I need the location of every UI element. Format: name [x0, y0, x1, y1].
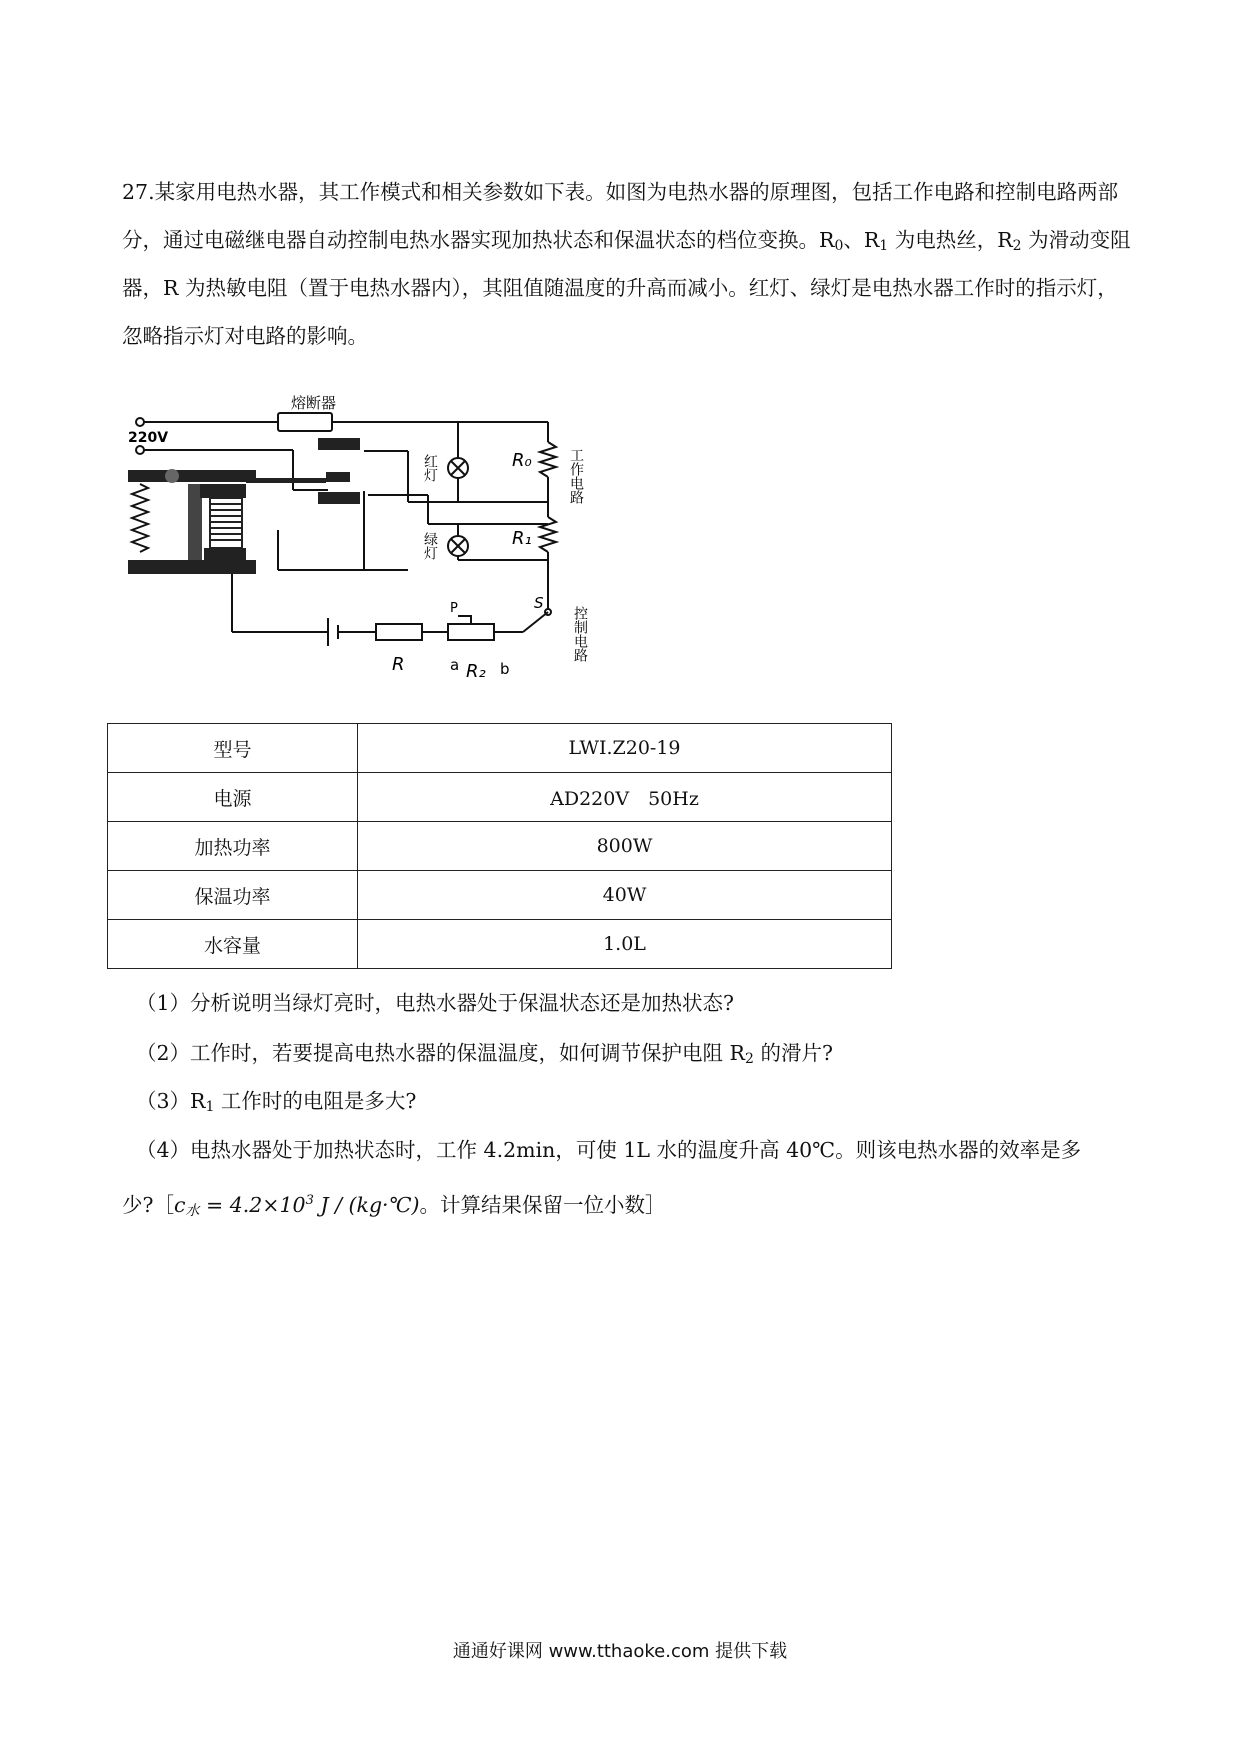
- table-row: [108, 724, 892, 773]
- question-4-continued: 少$?[c_水 = 4.2\times 10^3$ J / (kg·℃)。计算结果保留一位小数］: [122, 1193, 666, 1219]
- specific-heat-formula: $c_水 = 4.2\times 10^3$ J / (kg·℃): [174, 1193, 420, 1219]
- table-cell-value: 800W: [358, 822, 892, 871]
- problem-number: 27.: [122, 180, 155, 204]
- r0-label: R₀: [512, 450, 532, 471]
- a-label: a: [450, 656, 460, 674]
- work-circuit-label: 工作电路: [568, 448, 584, 504]
- r2-label: R₂: [466, 661, 486, 682]
- r-label: R: [392, 654, 405, 675]
- spec-table: [107, 723, 892, 969]
- table-cell-label: 水容量: [108, 920, 358, 969]
- table-cell-value: LWI.Z20-19: [358, 724, 892, 773]
- b-label: b: [500, 660, 510, 678]
- red-lamp-label: 红灯: [422, 454, 438, 482]
- table-cell-label: 加热功率: [108, 822, 358, 871]
- table-cell-value: 40W: [358, 871, 892, 920]
- table-cell-value: 1.0L: [358, 920, 892, 969]
- p-label: P: [450, 601, 458, 616]
- table-cell-label: 保温功率: [108, 871, 358, 920]
- table-row: [108, 773, 892, 822]
- question-3: $(3)R_1$ 工作时的电阻是多大?: [136, 1089, 417, 1115]
- question-2: （2）工作时，若要提高电热水器的保温温度，如何调节保护电阻 $R_2$ 的滑片?: [136, 1041, 833, 1067]
- voltage-label: 220V: [128, 430, 169, 446]
- page-footer: 通通好课网 www.tthaoke.com 提供下载: [452, 1641, 788, 1662]
- problem-text: 27.某家用电热水器，其工作模式和相关参数如下表。如图为电热水器的原理图，包括工作电路和控制电路两部分，通过电磁继电器自动控制电热水器实现加热状态和保温状态的档位变换。$R_0$、$R_1$ 为电热丝，$R_2$ 为滑动变阻器，R 为热敏电阻（置于电热水器内），其阻值随温度的升高而减小。红灯、绿灯是电热水器工作时的指示灯，忽略指示灯对电路的影响。: [122, 180, 1131, 348]
- green-lamp-label: 绿灯: [422, 532, 438, 560]
- table-cell-label: 电源: [108, 773, 358, 822]
- table-cell-value: AD220V 50Hz: [358, 773, 892, 822]
- question-4: （4）电热水器处于加热状态时，工作 4.2min，可使 1L 水的温度升高 40℃。则该电热水器的效率是多: [136, 1138, 1082, 1162]
- table-cell-label: 型号: [108, 724, 358, 773]
- s-label: S: [534, 594, 544, 612]
- control-circuit-label: 控制电路: [572, 606, 588, 662]
- circuit-diagram: [128, 384, 598, 696]
- table-row: [108, 920, 892, 969]
- fuse-label: 熔断器: [291, 394, 337, 412]
- question-1: （1）分析说明当绿灯亮时，电热水器处于保温状态还是加热状态?: [136, 991, 735, 1015]
- table-row: [108, 822, 892, 871]
- r1-label: R₁: [512, 528, 532, 549]
- table-row: [108, 871, 892, 920]
